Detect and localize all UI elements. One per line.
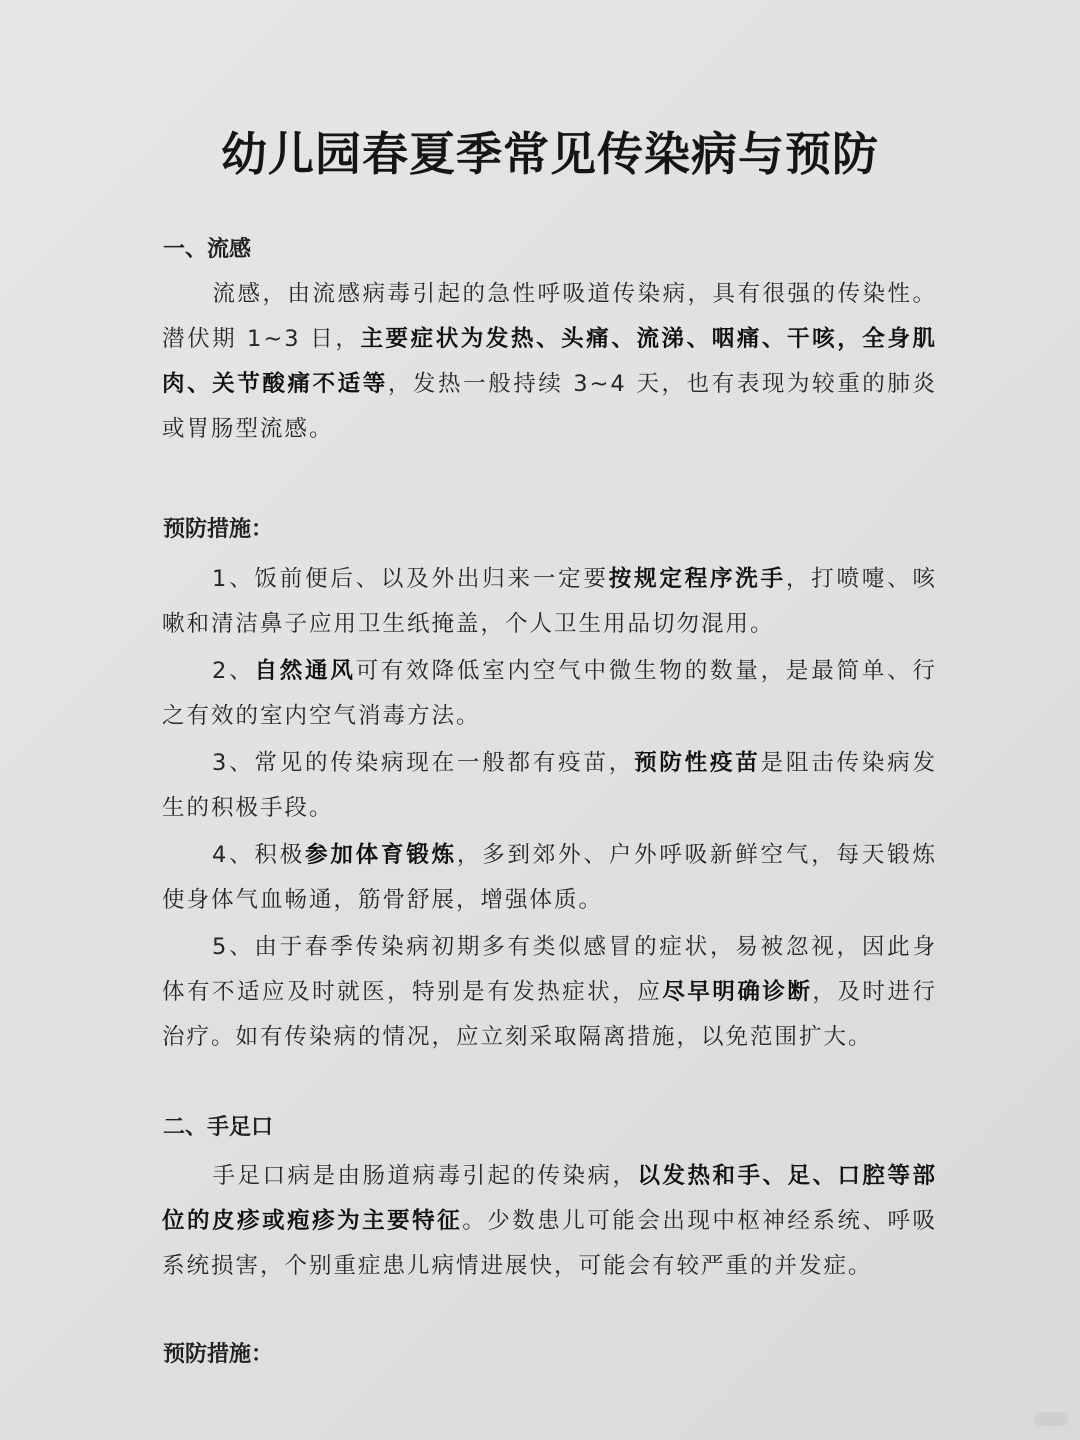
measure-item-5 (162, 925, 937, 1060)
prevention-heading-flu: 预防措施： (163, 517, 274, 542)
bold-run: 自然通风 (254, 658, 356, 684)
measure-item-4 (162, 833, 937, 923)
section-heading-hfmd: 二、手足口 (163, 1115, 274, 1140)
prevention-heading-hfmd: 预防措施： (163, 1342, 274, 1367)
hfmd-intro-paragraph (162, 1154, 937, 1289)
text-run: 可有效降低室内空气中微生物的数量，是最简单、行之有效的室内空气消毒方法。 (162, 658, 937, 729)
text-run: 3、常见的传染病现在一般都有疫苗， (212, 750, 635, 776)
measure-item-2 (162, 649, 937, 739)
bold-run: 参加体育锻炼 (305, 842, 457, 868)
text-run: ，发热一般持续 3~4 天，也有表现为较重的肺炎或胃肠型流感。 (162, 371, 937, 442)
section-heading-flu: 一、流感 (163, 237, 252, 262)
measure-item-1 (162, 557, 937, 647)
text-run: 。少数患儿可能会出现中枢神经系统、呼吸系统损害，个别重症患儿病情进展快，可能会有较严重的并发症。 (162, 1208, 937, 1279)
text-run: 1、饭前便后、以及外出归来一定要 (212, 566, 609, 592)
bold-run: 以发热和手、足、口腔等部位的皮疹或疱疹为主要特征 (162, 1163, 937, 1234)
text-run: 流感，由流感病毒引起的急性呼吸道传染病，具有很强的传染性。潜伏期 1~3 日， (162, 281, 937, 352)
text-run: 5、由于春季传染病初期多有类似感冒的症状，易被忽视，因此身体有不适应及时就医，特别是有发热症状，应 (162, 934, 937, 1005)
measure-item-3 (162, 741, 937, 831)
bold-run: 尽早明确诊断 (662, 979, 813, 1005)
text-run: 是阻击传染病发生的积极手段。 (162, 750, 937, 821)
text-run: ，多到郊外、户外呼吸新鲜空气，每天锻炼使身体气血畅通，筋骨舒展，增强体质。 (162, 842, 937, 913)
flu-intro-paragraph (162, 272, 937, 452)
bold-run: 主要症状为发热、头痛、流涕、咽痛、干咳，全身肌肉、关节酸痛不适等 (162, 326, 937, 397)
bold-run: 按规定程序洗手 (608, 566, 786, 592)
watermark-badge (1034, 1412, 1068, 1426)
text-run: 2、 (212, 658, 255, 684)
document-title: 幼儿园春夏季常见传染病与预防 (221, 127, 879, 181)
text-run: 4、积极 (212, 842, 306, 868)
text-run: 手足口病是由肠道病毒引起的传染病， (212, 1163, 638, 1189)
text-run: ，打喷嚏、咳嗽和清洁鼻子应用卫生纸掩盖，个人卫生用品切勿混用。 (162, 566, 937, 637)
text-run: ，及时进行治疗。如有传染病的情况，应立刻采取隔离措施，以免范围扩大。 (162, 979, 937, 1050)
bold-run: 预防性疫苗 (634, 750, 761, 776)
